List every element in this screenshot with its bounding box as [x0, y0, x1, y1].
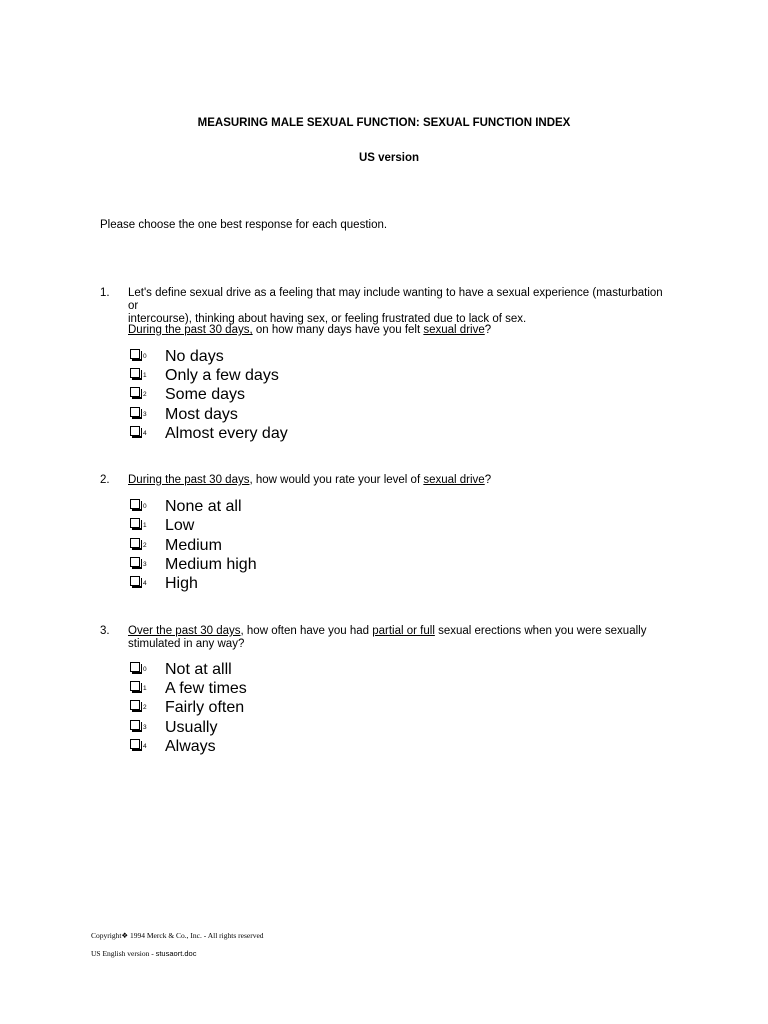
time-frame: During the past 30 days	[128, 474, 250, 486]
question-intro-line: Let's define sexual drive as a feeling that may include wanting to have a sexual experience (masturbation or	[128, 287, 663, 312]
score-value: 3	[143, 411, 147, 418]
checkbox-icon[interactable]	[130, 349, 140, 359]
score-value: 4	[143, 743, 147, 750]
checkbox-icon[interactable]	[130, 518, 140, 528]
question-text	[128, 287, 668, 326]
question-fragment: sexual erections when you were sexually	[434, 625, 647, 637]
key-term: sexual drive	[423, 474, 485, 486]
score-value: 1	[143, 522, 147, 529]
time-frame: During the past 30 days,	[128, 324, 253, 336]
answer-option[interactable]	[128, 406, 428, 422]
answer-option[interactable]	[128, 699, 428, 715]
option-label: High	[165, 575, 198, 592]
option-label: Fairly often	[165, 699, 245, 716]
question-number: 1.	[100, 287, 110, 299]
score-value: 4	[143, 580, 147, 587]
instruction-text: Please choose the one best response for each question.	[100, 219, 388, 231]
answer-option[interactable]	[128, 367, 428, 383]
question-text	[128, 474, 668, 487]
answer-option[interactable]	[128, 575, 428, 591]
key-term: sexual drive	[423, 324, 485, 336]
option-label: No days	[165, 348, 224, 365]
answer-option[interactable]	[128, 537, 428, 553]
option-label: Medium	[165, 537, 222, 554]
answer-option[interactable]	[128, 738, 428, 754]
answer-option[interactable]	[128, 386, 428, 402]
score-value: 2	[143, 391, 147, 398]
option-label: A few times	[165, 680, 247, 697]
time-frame: Over the past 30 days	[128, 625, 241, 637]
answer-option[interactable]	[128, 680, 428, 696]
checkbox-icon[interactable]	[130, 557, 140, 567]
question-number: 2.	[100, 474, 110, 486]
option-label: Most days	[165, 406, 238, 423]
document-title: MEASURING MALE SEXUAL FUNCTION: SEXUAL FUNCTION INDEX	[197, 117, 571, 129]
answer-option[interactable]	[128, 498, 428, 514]
checkbox-icon[interactable]	[130, 681, 140, 691]
checkbox-icon[interactable]	[130, 499, 140, 509]
question-fragment: , how often have you had	[240, 625, 373, 637]
question-fragment: , how would you rate your level of	[249, 474, 424, 486]
checkbox-icon[interactable]	[130, 387, 140, 397]
score-value: 4	[143, 430, 147, 437]
answer-option[interactable]	[128, 556, 428, 572]
option-label: Almost every day	[165, 425, 288, 442]
option-label: Always	[165, 738, 216, 755]
score-value: 2	[143, 704, 147, 711]
score-value: 1	[143, 372, 147, 379]
key-term: partial or full	[372, 625, 435, 637]
question-intro-line: intercourse), thinking about having sex, or feeling frustrated due to lack of sex.	[128, 313, 527, 325]
score-value: 0	[143, 503, 147, 510]
score-value: 2	[143, 542, 147, 549]
option-label: None at all	[165, 498, 242, 515]
checkbox-icon[interactable]	[130, 407, 140, 417]
score-value: 0	[143, 353, 147, 360]
answer-option[interactable]	[128, 348, 428, 364]
version-prefix: US English version -	[91, 949, 156, 958]
checkbox-icon[interactable]	[130, 576, 140, 586]
score-value: 1	[143, 685, 147, 692]
checkbox-icon[interactable]	[130, 538, 140, 548]
question-fragment: ?	[484, 324, 492, 336]
version-file: stusaort.doc	[155, 949, 197, 958]
option-label: Usually	[165, 719, 218, 736]
checkbox-icon[interactable]	[130, 739, 140, 749]
option-label: Only a few days	[165, 367, 279, 384]
checkbox-icon[interactable]	[130, 720, 140, 730]
answer-option[interactable]	[128, 425, 428, 441]
option-label: Low	[165, 517, 195, 534]
version-notice	[91, 949, 196, 958]
question-fragment: ?	[484, 474, 492, 486]
checkbox-icon[interactable]	[130, 700, 140, 710]
option-label: Some days	[165, 386, 246, 403]
document-subtitle: US version	[358, 152, 420, 164]
answer-option[interactable]	[128, 517, 428, 533]
option-label: Medium high	[165, 556, 257, 573]
answer-option[interactable]	[128, 661, 428, 677]
checkbox-icon[interactable]	[130, 662, 140, 672]
option-label: Not at alll	[165, 661, 232, 678]
question-fragment: stimulated in any way?	[128, 638, 245, 650]
checkbox-icon[interactable]	[130, 368, 140, 378]
score-value: 3	[143, 724, 147, 731]
question-number: 3.	[100, 625, 110, 637]
answer-option[interactable]	[128, 719, 428, 735]
copyright-notice: Copyright❖ 1994 Merck & Co., Inc. - All rights reserved	[91, 931, 264, 940]
question-fragment: on how many days have you felt	[252, 324, 424, 336]
score-value: 3	[143, 561, 147, 568]
question-text	[128, 625, 668, 651]
score-value: 0	[143, 666, 147, 673]
checkbox-icon[interactable]	[130, 426, 140, 436]
